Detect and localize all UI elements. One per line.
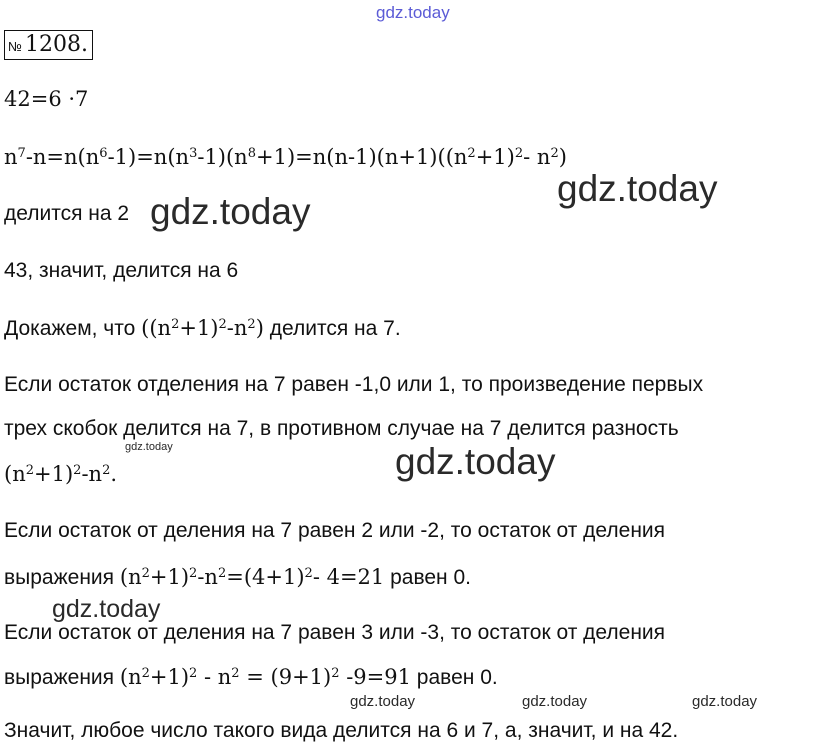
watermark-big-2: gdz.today (150, 191, 311, 232)
line-expression-3: выражения $(n^2+1)^2 - n^2 = (9+1)^2$ -9=91 равен 0. (4, 665, 498, 689)
watermark-bottom-1: gdz.today (350, 693, 416, 710)
watermark-bottom-2: gdz.today (522, 693, 588, 710)
expr3-tail: равен 0. (410, 666, 498, 689)
watermark-top: gdz.today (376, 3, 450, 22)
line-divisible-6: 43, значит, делится на 6 (4, 259, 239, 282)
problem-number-value: 1208. (24, 32, 88, 57)
line-conclusion: Значит, любое число такого вида делится на 6 и 7, а, значит, и на 42. (4, 719, 679, 742)
prove-tail: делится на 7. (263, 317, 401, 340)
watermark-big-1: gdz.today (557, 168, 718, 209)
expr3-text: выражения (4, 666, 120, 689)
line-remainder-1: Если остаток отделения на 7 равен -1,0 или 1, то произведение первых (4, 373, 704, 396)
watermark-mid: gdz.today (52, 595, 161, 623)
watermark-small-1: gdz.today (125, 441, 173, 453)
line-difference: $(n^2+1)^2-n^2$. (4, 462, 118, 486)
prove-text: Докажем, что (4, 317, 142, 340)
line-expression-2: выражения $(n^2+1)^2-n^2=(4+1)^2-$ 4=21 равен 0. (4, 565, 472, 589)
watermark-bottom-3: gdz.today (692, 693, 758, 710)
line-factorization: 42=6 ·7 (4, 87, 89, 111)
line-divisible-2: делится на 2 (4, 202, 130, 225)
line-formula: $n^7-n=n(n^6-1)=n(n^3-1)(n^8+1)=n(n-1)(n+1)((n^2+1)^2-$ $n^2$) (4, 145, 567, 169)
expr2-tail: равен 0. (384, 566, 472, 589)
line-remainder-3: Если остаток от деления на 7 равен 3 или -3, то остаток от деления (4, 621, 666, 644)
line-remainder-1b: трех скобок делится на 7, в противном случае на 7 делится разность (4, 417, 679, 440)
line-prove: Докажем, что $((n^2+1)^2-n^2)$ делится на 7. (4, 316, 401, 340)
number-sign: № (8, 39, 22, 54)
line-remainder-2: Если остаток от деления на 7 равен 2 или -2, то остаток от деления (4, 519, 666, 542)
problem-number (4, 30, 93, 60)
expr2-text: выражения (4, 566, 120, 589)
watermark-big-3: gdz.today (395, 441, 556, 482)
